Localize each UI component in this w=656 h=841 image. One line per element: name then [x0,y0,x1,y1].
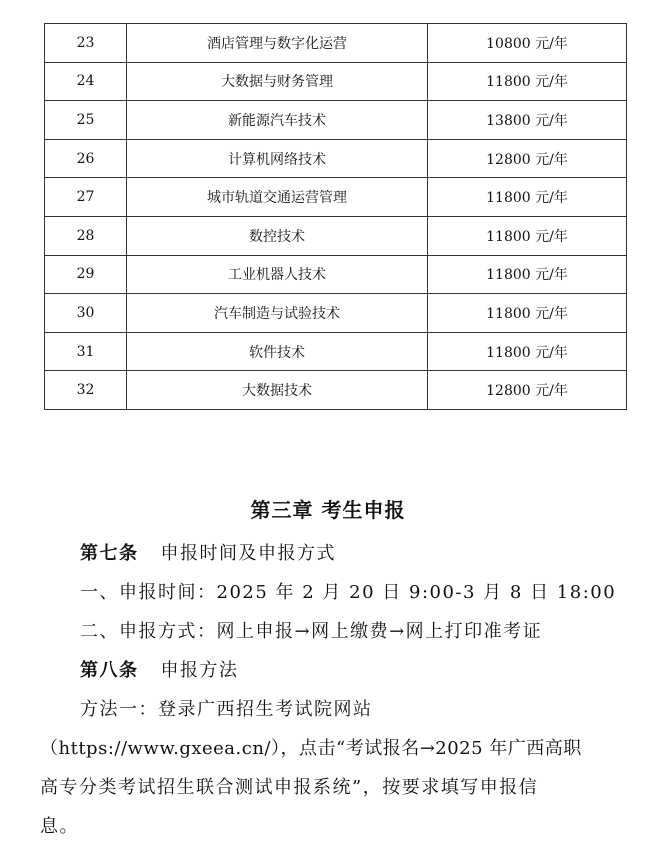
tuition-table [44,23,627,410]
major-name: 大数据与财务管理 [127,62,428,101]
row-number: 24 [45,62,127,101]
tuition-fee: 11800 元/年 [428,216,627,255]
major-name: 计算机网络技术 [127,139,428,178]
article-8-label: 第八条 [80,660,139,681]
major-name: 酒店管理与数字化运营 [127,24,428,63]
tuition-fee: 10800 元/年 [428,24,627,63]
row-number: 29 [45,255,127,294]
row-number: 25 [45,101,127,140]
table-row [45,178,627,217]
article-7-heading [80,539,336,565]
major-name: 汽车制造与试验技术 [127,294,428,333]
tuition-fee: 13800 元/年 [428,101,627,140]
tuition-fee: 11800 元/年 [428,62,627,101]
tuition-fee: 11800 元/年 [428,255,627,294]
major-name: 新能源汽车技术 [127,101,428,140]
tuition-fee: 11800 元/年 [428,178,627,217]
row-number: 30 [45,294,127,333]
method-one-line-2: （https://www.gxeea.cn/），点击“考试报名→2025 年广西高职 [40,738,582,759]
application-method: 二、申报方式：网上申报→网上缴费→网上打印准考证 [80,621,543,642]
method-one-line-3: 高专分类考试招生联合测试申报系统”，按要求填写申报信 [40,777,539,798]
row-number: 23 [45,24,127,63]
table-row [45,24,627,63]
table-row [45,139,627,178]
table-row [45,294,627,333]
table-row [45,371,627,410]
method-one-line-1: 方法一：登录广西招生考试院网站 [80,699,373,720]
article-7-label: 第七条 [80,543,139,564]
tuition-fee: 12800 元/年 [428,139,627,178]
article-8-heading [80,656,239,682]
row-number: 27 [45,178,127,217]
row-number: 28 [45,216,127,255]
table-row [45,101,627,140]
tuition-table-body [45,24,627,410]
table-row [45,216,627,255]
row-number: 32 [45,371,127,410]
major-name: 大数据技术 [127,371,428,410]
chapter-title: 第三章 考生申报 [250,498,406,522]
row-number: 26 [45,139,127,178]
major-name: 数控技术 [127,216,428,255]
major-name: 城市轨道交通运营管理 [127,178,428,217]
table-row [45,62,627,101]
tuition-fee: 11800 元/年 [428,294,627,333]
table-row [45,332,627,371]
tuition-fee: 12800 元/年 [428,371,627,410]
major-name: 软件技术 [127,332,428,371]
table-row [45,255,627,294]
method-one-line-4: 息。 [40,816,79,837]
major-name: 工业机器人技术 [127,255,428,294]
tuition-fee: 11800 元/年 [428,332,627,371]
row-number: 31 [45,332,127,371]
application-time: 一、申报时间：2025 年 2 月 20 日 9:00-3 月 8 日 18:00 [80,582,617,603]
article-7-title: 申报时间及申报方式 [160,543,336,564]
article-8-title: 申报方法 [160,660,239,681]
